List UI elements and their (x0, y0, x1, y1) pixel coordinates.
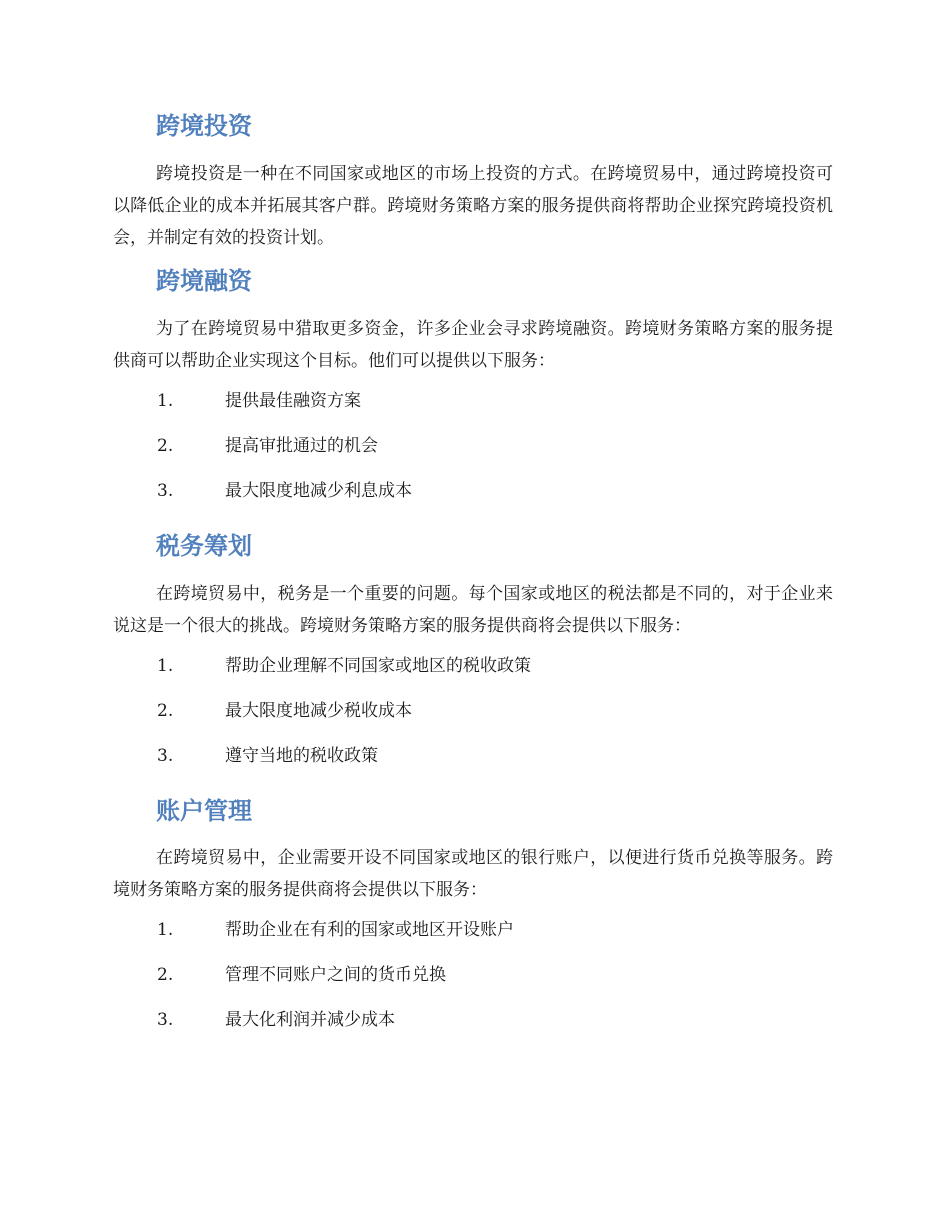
list-item (113, 914, 833, 959)
section-paragraph-account-management: 在跨境贸易中，企业需要开设不同国家或地区的银行账户，以便进行货币兑换等服务。跨境财务策略方案的服务提供商将会提供以下服务： (113, 848, 833, 900)
section-heading-account-management: 账户管理 (156, 797, 252, 825)
list-item-text: 帮助企业在有利的国家或地区开设账户 (225, 920, 514, 940)
list-item-text: 最大化利润并减少成本 (225, 1010, 395, 1030)
list-item-text: 提供最佳融资方案 (225, 391, 361, 411)
list-item (113, 740, 833, 785)
tax-services-list (113, 650, 833, 785)
list-item-number: 2. (157, 436, 174, 456)
list-item (113, 695, 833, 740)
list-item (113, 430, 833, 475)
list-item-text: 管理不同账户之间的货币兑换 (225, 965, 446, 985)
list-item (113, 1004, 833, 1049)
list-item-number: 3. (157, 1010, 174, 1030)
section-paragraph-cross-border-investment: 跨境投资是一种在不同国家或地区的市场上投资的方式。在跨境贸易中，通过跨境投资可以降低企业的成本并拓展其客户群。跨境财务策略方案的服务提供商将帮助企业探究跨境投资机会，并制定有效的投资计划。 (113, 164, 833, 248)
financing-services-list (113, 385, 833, 520)
list-item (113, 475, 833, 520)
list-item-number: 2. (157, 701, 174, 721)
list-item-number: 1. (157, 656, 174, 676)
list-item-number: 3. (157, 481, 174, 501)
list-item-text: 提高审批通过的机会 (225, 436, 378, 456)
list-item (113, 650, 833, 695)
list-item-number: 1. (157, 920, 174, 940)
list-item-text: 遵守当地的税收政策 (225, 746, 378, 766)
list-item-text: 最大限度地减少税收成本 (225, 701, 412, 721)
list-item (113, 959, 833, 1004)
section-paragraph-cross-border-financing: 为了在跨境贸易中猎取更多资金，许多企业会寻求跨境融资。跨境财务策略方案的服务提供商可以帮助企业实现这个目标。他们可以提供以下服务： (113, 319, 833, 371)
section-heading-cross-border-investment: 跨境投资 (156, 112, 252, 140)
section-heading-cross-border-financing: 跨境融资 (156, 267, 252, 295)
section-heading-tax-planning: 税务筹划 (156, 532, 252, 560)
list-item-number: 2. (157, 965, 174, 985)
list-item (113, 385, 833, 430)
list-item-number: 1. (157, 391, 174, 411)
section-paragraph-tax-planning: 在跨境贸易中，税务是一个重要的问题。每个国家或地区的税法都是不同的，对于企业来说这是一个很大的挑战。跨境财务策略方案的服务提供商将会提供以下服务： (113, 584, 833, 636)
list-item-text: 帮助企业理解不同国家或地区的税收政策 (225, 656, 531, 676)
account-services-list (113, 914, 833, 1049)
list-item-number: 3. (157, 746, 174, 766)
document-body (113, 104, 833, 1049)
list-item-text: 最大限度地减少利息成本 (225, 481, 412, 501)
